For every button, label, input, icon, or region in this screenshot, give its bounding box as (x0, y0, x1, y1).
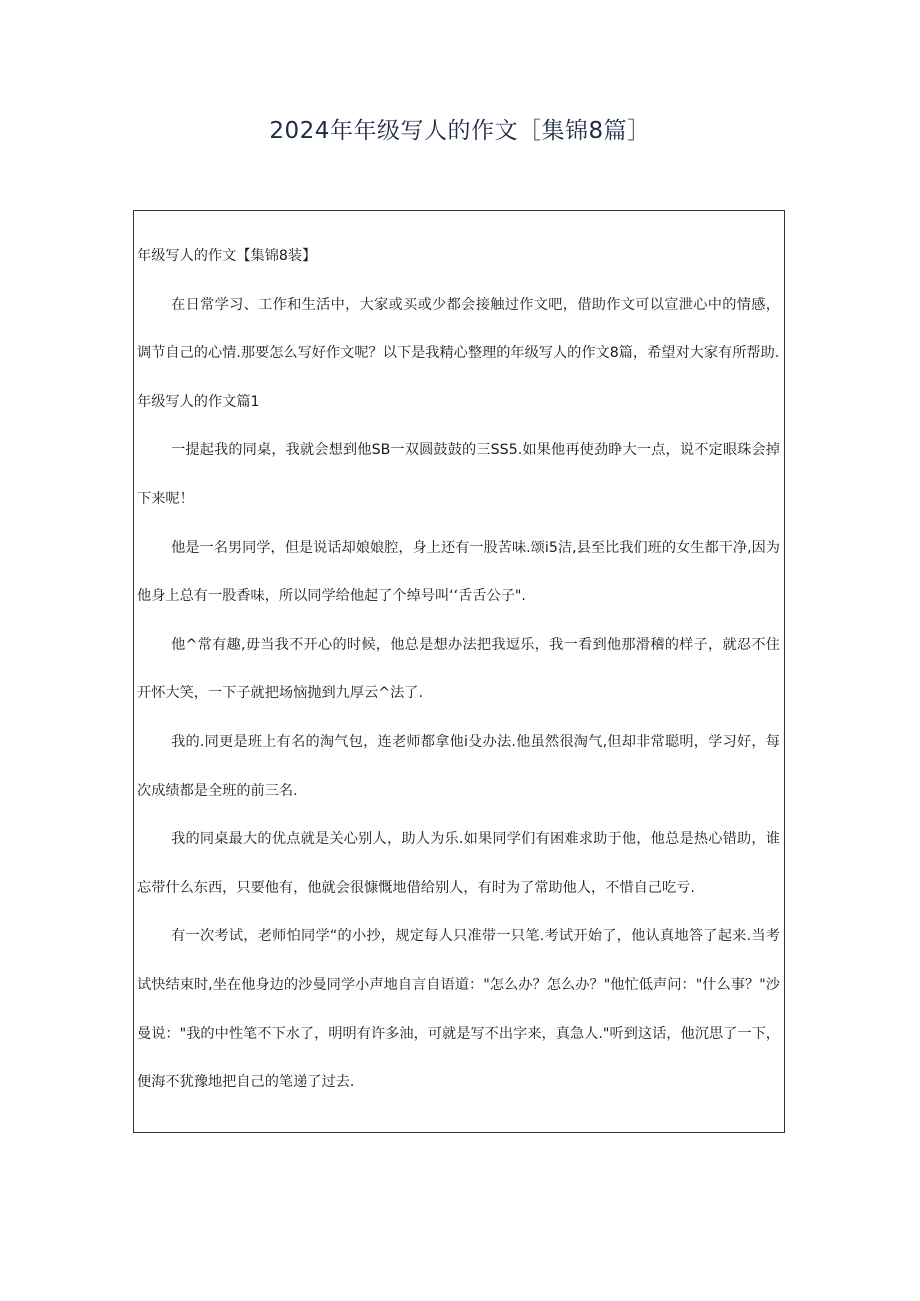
document-title: 2024年年级写人的作文［集锦8篇］ (269, 118, 651, 144)
paragraph-4: 我的.同更是班上有名的淘气包，连老师都拿他i殳办法.他虽然很淘气,但却非常聪明，学习好，每次成绩都是全班的前三名. (137, 733, 780, 799)
section-heading: 年级写人的作文篇1 (137, 393, 260, 410)
paragraph-1: 一提起我的同桌，我就会想到他SB一双圆鼓鼓的三SS5.如果他再使劲睁大一点，说不定眼珠会掉下来呢！ (137, 442, 780, 507)
intro-paragraph: 在日常学习、工作和生活中，大家或买或少都会接触过作文吧，借助作文可以宣泄心中的情感，调节自己的心情.那要怎么写好作文呢？以下是我精心整理的年级写人的作文8篇，希望对大家有所帮助. (137, 296, 780, 362)
intro-heading: 年级写人的作文【集锦8装】 (137, 248, 317, 264)
paragraph-2: 他是一名男同学，但是说话却娘娘腔，身上还有一股苦味.颂i5洁,县至比我们班的女生都干净,因为他身上总有一股香味，所以同学给他起了个绰号叫‘‘舌舌公子". (137, 539, 780, 605)
paragraph-3: 他^常有趣,毋当我不开心的时候，他总是想办法把我逗乐，我一看到他那滑稽的样子，就忍不住开怀大笑，一下子就把场恼抛到九厚云^法了. (137, 636, 780, 702)
paragraph-5: 我的同桌最大的优点就是关心别人，助人为乐.如果同学们有困难求助于他，他总是热心错助，谁忘带什么东西，只要他有，他就会很慷慨地借给别人，有时为了常助他人，不惜自己吃亏. (137, 831, 780, 896)
content-box (133, 210, 785, 1133)
paragraph-6: 有一次考试，老师怕同学“的小抄，规定每人只准带一只笔.考试开始了，他认真地答了起来.当考试快结束时,坐在他身边的沙曼同学小声地自言自语道："怎么办？怎么办？"他忙低声问："什么事？"沙曼说："我的中性笔不下水了，明明有许多油，可就是写不出字来，真急人."听到这话，他沉思了一下，便海不犹豫地把自己的笔递了过去. (137, 928, 780, 1091)
document-body (134, 211, 784, 1107)
